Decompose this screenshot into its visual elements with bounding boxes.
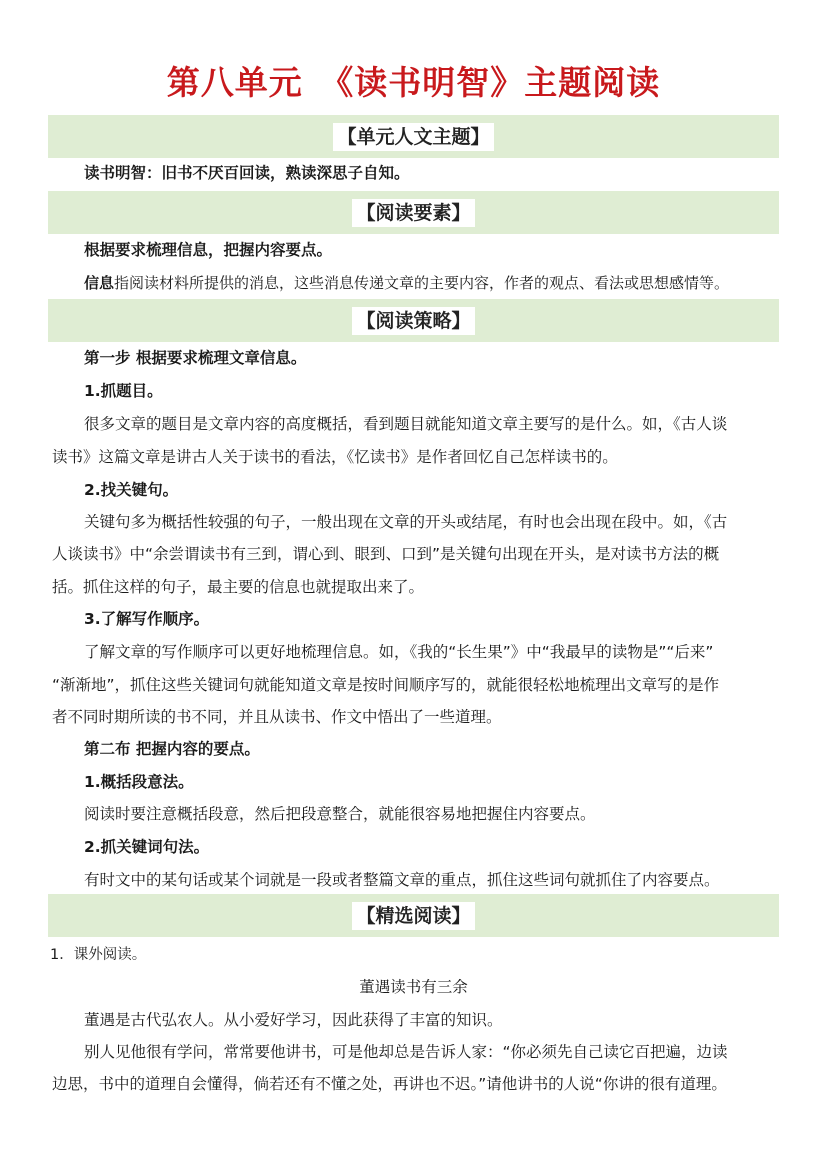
strategy-1-1-title: 1.抓题目。 — [84, 382, 163, 400]
strategy-1-2-line-3: 括。抓住这样的句子，最主要的信息也就提取出来了。 — [52, 578, 425, 596]
strategy-step-2: 第二布 把握内容的要点。 — [84, 740, 260, 758]
section-heading-strategy: 【阅读策略】 — [352, 307, 474, 335]
strategy-2-1-title: 1.概括段意法。 — [84, 773, 194, 791]
strategy-1-2-line-2: 人谈读书》中“余尝谓读书有三到，谓心到、眼到、口到”是关键句出现在开头，是对读书方法的概 — [52, 545, 720, 563]
elements-line-2 — [84, 272, 729, 294]
strategy-1-1-line-2: 读书》这篇文章是讲古人关于读书的看法，《忆读书》是作者回忆自己怎样读书的。 — [52, 448, 618, 466]
passage-paragraph-1: 董遇是古代弘农人。从小爱好学习，因此获得了丰富的知识。 — [84, 1011, 503, 1029]
strategy-2-1-line-1: 阅读时要注意概括段意，然后把段意整合，就能很容易地把握住内容要点。 — [84, 805, 596, 823]
section-band-theme — [48, 115, 779, 158]
strategy-step-1: 第一步 根据要求梳理文章信息。 — [84, 349, 307, 367]
strategy-1-2-line-1: 关键句多为概括性较强的句子，一般出现在文章的开头或结尾，有时也会出现在段中。如，《古 — [84, 513, 728, 531]
section-band-reading — [48, 894, 779, 937]
section-heading-reading: 【精选阅读】 — [352, 902, 474, 930]
strategy-2-2-line-1: 有时文中的某句话或某个词就是一段或者整篇文章的重点，抓住这些词句就抓住了内容要点。 — [84, 871, 720, 889]
strategy-1-3-line-3: 者不同时期所读的书不同，并且从读书、作文中悟出了一些道理。 — [52, 708, 502, 726]
section-heading-elements: 【阅读要素】 — [352, 199, 474, 227]
elements-line-1: 根据要求梳理信息，把握内容要点。 — [84, 241, 333, 259]
strategy-1-3-title: 3.了解写作顺序。 — [84, 610, 210, 628]
passage-paragraph-2-line-2: 边思，书中的道理自会懂得，倘若还有不懂之处，再讲也不迟。”请他讲书的人说“你讲的很有道理。 — [52, 1075, 727, 1093]
strategy-1-3-line-1: 了解文章的写作顺序可以更好地梳理信息。如，《我的“长生果”》中“我最早的读物是”“后来” — [84, 643, 714, 661]
info-definition: 指阅读材料所提供的消息，这些消息传递文章的主要内容，作者的观点、看法或思想感情等。 — [114, 274, 730, 292]
section-band-elements — [48, 191, 779, 234]
page-title: 第八单元 《读书明智》主题阅读 — [166, 63, 661, 102]
section-band-strategy — [48, 299, 779, 342]
section-heading-theme: 【单元人文主题】 — [333, 123, 493, 151]
passage-title: 董遇读书有三余 — [359, 978, 468, 996]
question-1: 1．课外阅读。 — [50, 947, 147, 963]
strategy-1-3-line-2: “渐渐地”，抓住这些关键词句就能知道文章是按时间顺序写的，就能很轻松地梳理出文章写的是作 — [52, 676, 720, 694]
theme-line: 读书明智：旧书不厌百回读，熟读深思子自知。 — [84, 164, 410, 182]
strategy-2-2-title: 2.抓关键词句法。 — [84, 838, 210, 856]
info-term: 信息 — [84, 274, 115, 292]
strategy-1-2-title: 2.找关键句。 — [84, 481, 179, 499]
strategy-1-1-line-1: 很多文章的题目是文章内容的高度概括，看到题目就能知道文章主要写的是什么。如，《古人谈 — [84, 415, 728, 433]
passage-paragraph-2-line-1: 别人见他很有学问，常常要他讲书，可是他却总是告诉人家：“你必须先自己读它百把遍，边读 — [84, 1043, 728, 1061]
